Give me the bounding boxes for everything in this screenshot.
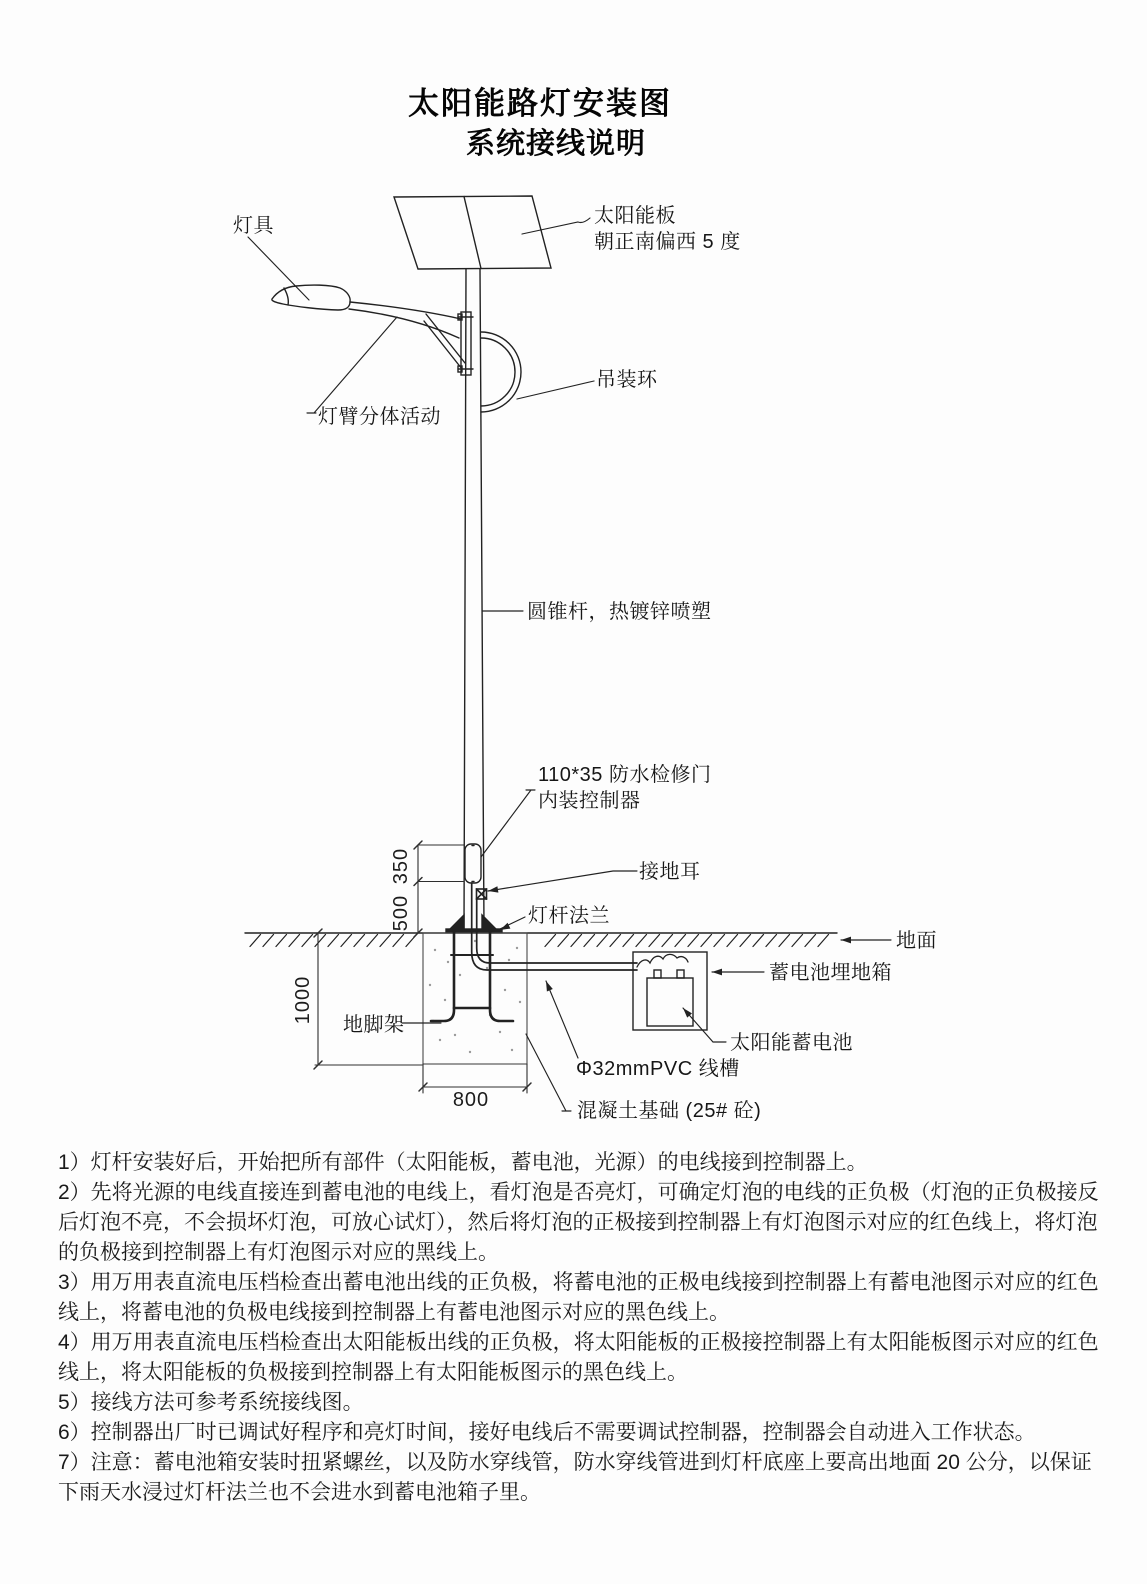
- label-solar-panel: [594, 203, 741, 255]
- label-pole-flange: 灯杆法兰: [528, 905, 610, 927]
- label-battery-box: 蓄电池埋地箱: [769, 962, 892, 984]
- label-pole: 圆锥杆，热镀锌喷塑: [527, 601, 712, 623]
- label-solar-battery: 太阳能蓄电池: [730, 1032, 853, 1054]
- instruction-item-3: 3）用万用表直流电压档检查出蓄电池出线的正负极，将蓄电池的正极电线接到控制器上有蓄电池图示对应的红色线上，将蓄电池的负极电线接到控制器上有蓄电池图示对应的黑色线上。: [58, 1271, 1099, 1324]
- lamp-arm-shape: [349, 302, 473, 375]
- label-access-door-line2: 内装控制器: [538, 790, 641, 812]
- label-lifting-ring: 吊装环: [596, 369, 658, 391]
- instruction-item-5: 5）接线方法可参考系统接线图。: [58, 1391, 364, 1414]
- instruction-item-2: 2）先将光源的电线直接连到蓄电池的电线上，看灯泡是否亮灯，可确定灯泡的电线的正负极（灯泡的正负极接反后灯泡不亮，不会损坏灯泡，可放心试灯），然后将灯泡的正极接到控制器上有灯泡图示对应的红色线上，将灯泡的负极接到控制器上有灯泡图示对应的黑线上。: [58, 1181, 1099, 1264]
- lifting-ring-shape: [481, 332, 521, 412]
- concrete-speckles: [429, 940, 521, 1053]
- access-door-shape: [465, 844, 481, 883]
- instructions-block: [58, 1148, 1110, 1508]
- label-solar-panel-line2: 朝正南偏西 5 度: [594, 231, 741, 253]
- label-access-door: [538, 762, 711, 814]
- dim-base-height: 500: [390, 894, 412, 932]
- label-concrete-foundation: 混凝土基础 (25# 砼): [577, 1100, 762, 1122]
- label-pvc-duct: Φ32mmPVC 线槽: [576, 1058, 740, 1080]
- instruction-item-4: 4）用万用表直流电压档检查出太阳能板出线的正负极，将太阳能板的正极接控制器上有太阳能板图示对应的红色线上，将太阳能板的负极接到控制器上有太阳能板图示的黑色线上。: [58, 1331, 1099, 1384]
- dim-door-height: 350: [390, 847, 412, 885]
- label-access-door-line1: 110*35 防水检修门: [538, 764, 712, 786]
- pole-shape: [464, 269, 484, 929]
- page-title: 太阳能路灯安装图: [408, 86, 672, 121]
- dim-foundation-depth: 1000: [292, 975, 314, 1025]
- label-lamp: 灯具: [233, 215, 274, 237]
- dim-foundation-width: 800: [452, 1089, 490, 1111]
- page-subtitle: 系统接线说明: [465, 128, 647, 160]
- instruction-item-7: 7）注意：蓄电池箱安装时扭紧螺丝，以及防水穿线管，防水穿线管进到灯杆底座上要高出地面 20 公分，以保证下雨天水浸过灯杆法兰也不会进水到蓄电池箱子里。: [58, 1451, 1092, 1504]
- label-ground-surface: 地面: [896, 930, 937, 952]
- battery-box-shape: [633, 952, 707, 1030]
- label-solar-panel-line1: 太阳能板: [594, 205, 676, 227]
- label-grounding-lug: 接地耳: [639, 861, 701, 883]
- label-lamp-arm: 灯臂分体活动: [318, 406, 441, 428]
- instruction-item-1: 1）灯杆安装好后，开始把所有部件（太阳能板，蓄电池，光源）的电线接到控制器上。: [58, 1151, 868, 1174]
- lamp-head-shape: [272, 285, 350, 310]
- grounding-lug-shape: [477, 889, 487, 899]
- foundation-shape: [423, 933, 527, 1064]
- label-anchor-frame: 地脚架: [343, 1014, 405, 1036]
- instruction-item-6: 6）控制器出厂时已调试好程序和亮灯时间，接好电线后不需要调试控制器，控制器会自动进入工作状态。: [58, 1421, 1036, 1444]
- ground-hatching: [250, 935, 829, 947]
